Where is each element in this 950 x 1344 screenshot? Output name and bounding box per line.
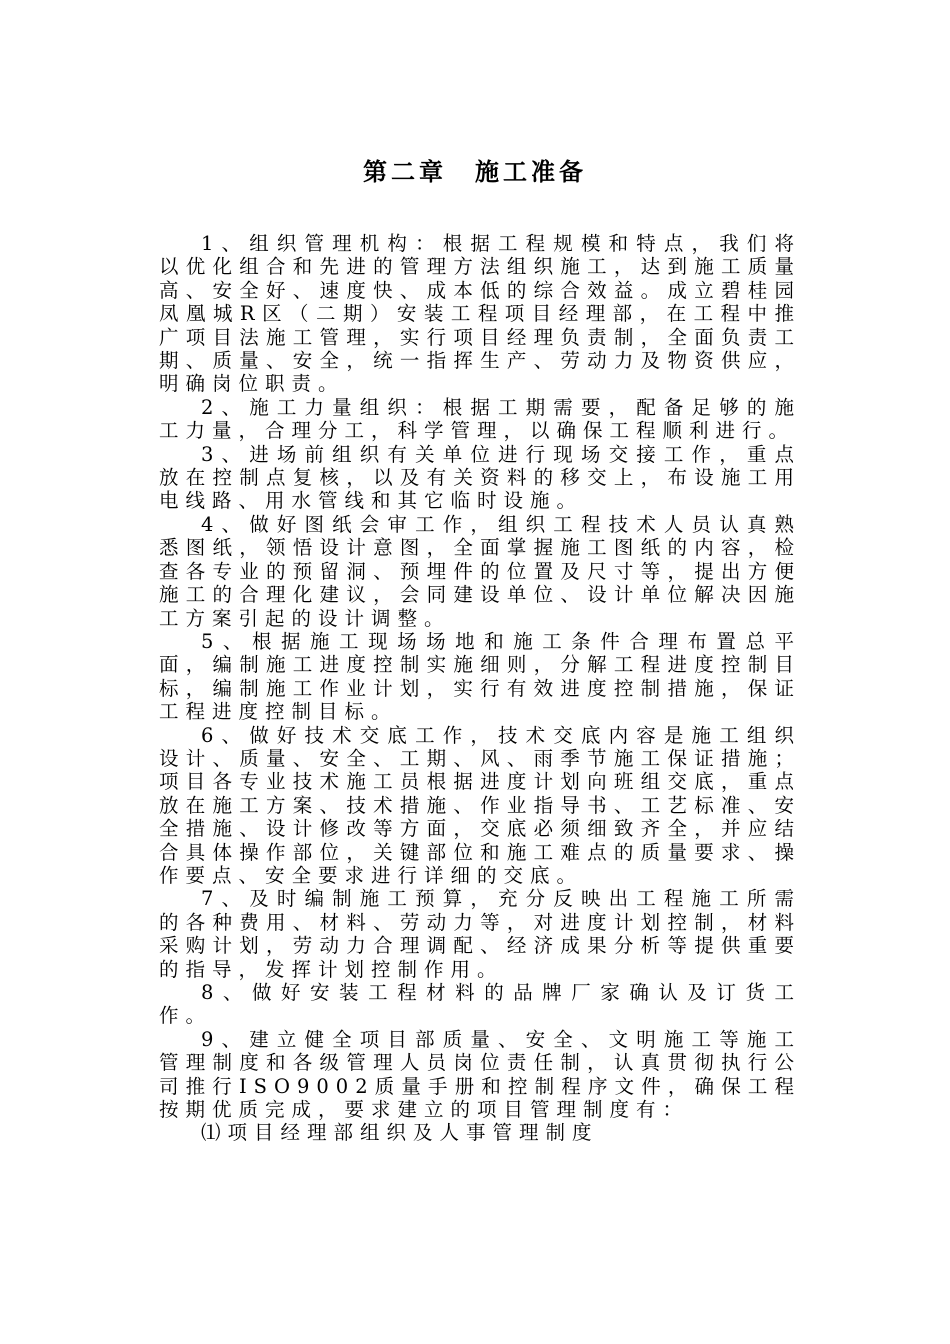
paragraph-1: 1、组织管理机构：根据工程规模和特点，我们将以优化组合和先进的管理方法组织施工，达到施工质量高、安全好、速度快、成本低的综合效益。成立碧桂园凤凰城R区（二期）安装工程项目经理部，在工程中推广项目法施工管理，实行项目经理负责制，全面负责工期、质量、安全，统一指挥生产、劳动力及物资供应，明确岗位职责。 — [159, 232, 801, 396]
document-body — [159, 232, 801, 1145]
paragraph-9: 9、建立健全项目部质量、安全、文明施工等施工管理制度和各级管理人员岗位责任制，认真贯彻执行公司推行ISO9002质量手册和控制程序文件，确保工程按期优质完成，要求建立的项目管理制度有： — [159, 1027, 801, 1122]
paragraph-5: 5、根据施工现场场地和施工条件合理布置总平面，编制施工进度控制实施细则，分解工程进度控制目标，编制施工作业计划，实行有效进度控制措施，保证工程进度控制目标。 — [159, 629, 801, 724]
paragraph-8: 8、做好安装工程材料的品牌厂家确认及订货工作。 — [159, 981, 801, 1028]
paragraph-4: 4、做好图纸会审工作，组织工程技术人员认真熟悉图纸，领悟设计意图，全面掌握施工图纸的内容，检查各专业的预留洞、预埋件的位置及尺寸等，提出方便施工的合理化建议，会同建设单位、设计单位解决因施工方案引起的设计调整。 — [159, 512, 801, 630]
paragraph-2: 2、施工力量组织：根据工期需要，配备足够的施工力量，合理分工，科学管理，以确保工程顺利进行。 — [159, 395, 801, 443]
chapter-title: 第二章 施工准备 — [363, 158, 587, 186]
list-item-1: ⑴项目经理部组织及人事管理制度 — [201, 1121, 599, 1145]
paragraph-6: 6、做好技术交底工作，技术交底内容是施工组织设计、质量、安全、工期、风、雨季节施工保证措施；项目各专业技术施工员根据进度计划向班组交底，重点放在施工方案、技术措施、作业指导书、工艺标准、安全措施、设计修改等方面，交底必须细致齐全，并应结合具体操作部位，关键部位和施工难点的质量要求、操作要点、安全要求进行详细的交底。 — [159, 723, 801, 887]
paragraph-3: 3、进场前组织有关单位进行现场交接工作，重点放在控制点复核，以及有关资料的移交上，布设施工用电线路、用水管线和其它临时设施。 — [159, 442, 801, 513]
paragraph-7: 7、及时编制施工预算，充分反映出工程施工所需的各种费用、材料、劳动力等，对进度计划控制，材料采购计划，劳动力合理调配、经济成果分析等提供重要的指导，发挥计划控制作用。 — [159, 887, 801, 981]
